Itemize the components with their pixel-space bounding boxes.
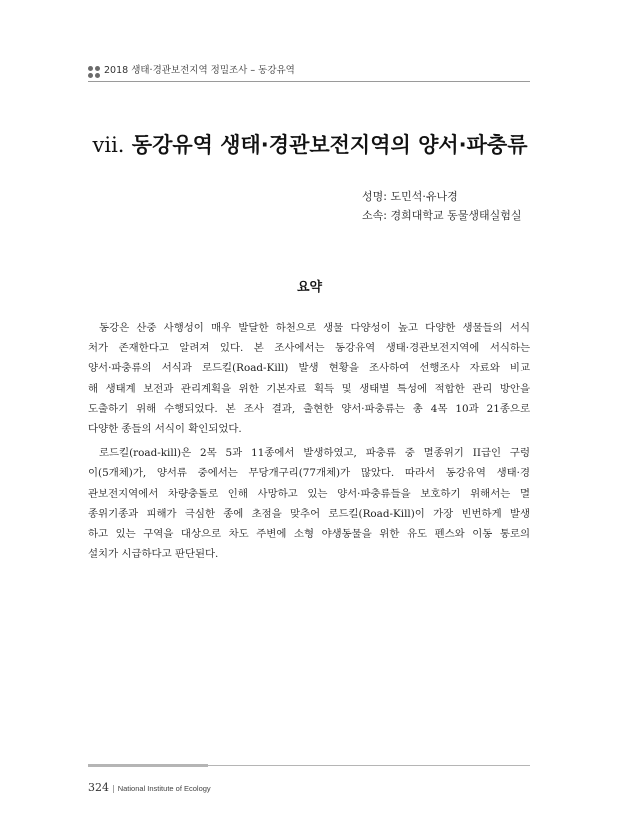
chapter-title [60,130,560,160]
summary-body [88,318,530,564]
text-line: 도출하기 위해 수행되었다. 본 조사 결과, 출현한 양서·파충류는 총 4목 10과 21종으로 [88,402,530,415]
text-line: 로드킬(road-kill)은 2목 5과 11종에서 발생하였고, 파충류 중 멸종위기 II급인 구렁 [99,447,530,460]
text-line: 관보전지역에서 차량충돌로 인해 사망하고 있는 양서·파충류들을 보호하기 위해서는 멸 [88,487,530,500]
text-line: 다양한 종들의 서식이 확인되었다. [88,422,242,435]
text-line: 해 생태계 보전과 관리계획을 위한 기본자료 획득 및 생태별 특성에 적합한 관리 방안을 [88,382,530,395]
header-rule [88,81,530,82]
chapter-number: vii. [92,133,125,157]
running-title: 2018 생태·경관보전지역 정밀조사 – 동강유역 [104,65,295,76]
footer-separator: | [112,784,115,793]
text-line: 이(5개체)가, 양서류 중에서는 무당개구리(77개체)가 많았다. 따라서 동강유역 생태·경 [88,467,530,480]
text-line: 동강은 산중 사행성이 매우 발달한 하천으로 생물 다양성이 높고 다양한 생물들의 서식 [99,322,530,334]
header-dots-icon [88,66,100,78]
affiliation: 소속: 경희대학교 동물생태실험실 [362,209,522,222]
running-header [88,64,530,80]
page-footer [88,776,211,795]
chapter-title-text: 동강유역 생태·경관보전지역의 양서·파충류 [131,133,528,157]
paragraph-2 [88,443,530,564]
footer-institution: National Institute of Ecology [117,784,211,793]
text-line: 설치가 시급하다고 판단된다. [88,548,219,561]
text-line: 처가 존재한다고 알려져 있다. 본 조사에서는 동강유역 생태·경관보전지역에 서식하는 [88,342,530,355]
text-line: 종위기종과 피해가 극심한 종에 초점을 맞추어 로드킬(Road-Kill)이 가장 빈번하게 발생 [88,507,530,520]
summary-heading: 요약 [296,280,323,295]
text-line: 하고 있는 구역을 대상으로 차도 주변에 소형 야생동물을 위한 유도 펜스와 이동 통로의 [88,527,530,540]
text-line: 양서·파충류의 서식과 로드킬(Road-Kill) 발생 현황을 조사하여 선행조사 자료와 비교 [88,362,530,375]
footer-rule-accent [88,764,208,767]
page-number: 324 [88,781,109,794]
author: 성명: 도민석·유나경 [362,190,458,203]
paragraph-1 [88,318,530,439]
